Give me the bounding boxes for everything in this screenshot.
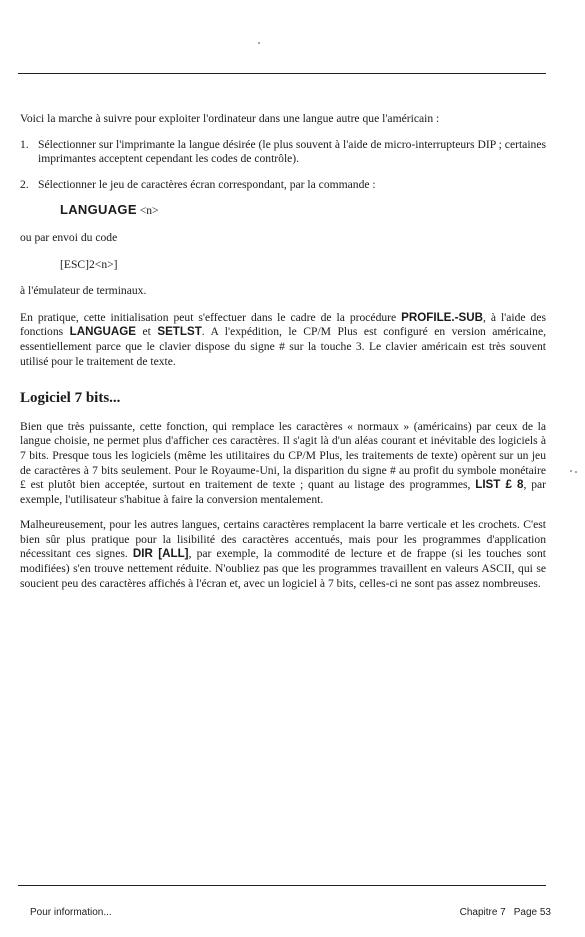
intro-paragraph: Voici la marche à suivre pour exploiter l'ordinateur dans une langue autre que l'américain : xyxy=(20,112,440,125)
footer-left: Pour information... xyxy=(30,907,112,918)
text-run: , par exemple, l'utilisateur s'habitue à faire la conversion mentalement. xyxy=(20,478,546,506)
dir-keyword: DIR [ALL] xyxy=(132,547,189,561)
command-keyword: LANGUAGE xyxy=(60,202,137,218)
page-number: Page 53 xyxy=(513,907,551,918)
list-number: 2. xyxy=(20,177,29,191)
terminal-note: à l'émulateur de terminaux. xyxy=(20,284,147,298)
alt-code-intro: ou par envoi du code xyxy=(20,230,118,244)
list-text: Sélectionner sur l'imprimante la langue désirée (le plus souvent à l'aide de micro-interrupteurs DIP ; certaines imprimantes acceptent cependant les codes de contrôle). xyxy=(38,137,546,166)
text-run: Malheureusement, pour les autres langues, certains caractères remplacent la barre verticale et les crochets. C'est bien sûr plus pratique pour la lisibilité des caractères accentués, mais pour les programmes d'application nécessitant ces signes. xyxy=(20,518,546,561)
list-keyword: LIST £ 8 xyxy=(475,478,524,492)
text-run: et xyxy=(135,325,158,339)
text-run: Bien que très puissante, cette fonction, qui remplace les caractères « normaux » (américains) par ceux de la langue choisie, ne permet plus d'afficher ces caractères. Il s'agit là d'un aléas courant et inévitable des logiciels à 7 bits. Presque tous les logiciels (même les utilitaires du CP/M Plus, les traitements de texte) opèrent sur un jeu de caractères à 7 bits seulement. Pour le Royaume-Uni, la disparition du signe # au profit du symbole monétaire £ est plutôt bien acceptée, surtout en traitement de texte ; quant au listage des programmes, xyxy=(20,419,546,492)
list-item xyxy=(20,178,546,193)
body-paragraph xyxy=(20,420,546,508)
bottom-rule xyxy=(18,885,546,886)
profile-keyword: PROFILE.-SUB xyxy=(401,310,483,324)
escape-code: [ESC]2<n>] xyxy=(60,257,118,271)
section-heading: Logiciel 7 bits... xyxy=(20,390,121,407)
top-rule xyxy=(18,73,546,74)
chapter-label: Chapitre 7 xyxy=(459,907,506,918)
scan-speck xyxy=(570,470,572,472)
page-body xyxy=(20,112,546,602)
list-item xyxy=(20,138,546,167)
scan-speck xyxy=(258,42,260,44)
text-run: , à l'aide des fonctions xyxy=(20,310,546,339)
command-argument: <n> xyxy=(139,204,159,218)
text-run: , par exemple, la commodité de lecture et de frappe (si les touches sont modifiées) s'en trouve nettement réduite. N'oubliez pas que les programmes travaillent en valeurs ASCII, qui se soucient peu des caractères affichés à l'écran et, avec un logiciel à 7 bits, celles-ci ne sont pas assez nombreuses. xyxy=(20,547,547,590)
footer-right xyxy=(452,907,551,918)
setlst-keyword: SETLST xyxy=(157,325,202,339)
scan-speck xyxy=(575,471,577,473)
language-keyword: LANGUAGE xyxy=(69,325,136,339)
body-paragraph xyxy=(20,518,546,591)
command-line xyxy=(60,203,546,219)
text-run: En pratique, cette initialisation peut s'effectuer dans le cadre de la procédure xyxy=(20,310,402,324)
practice-paragraph xyxy=(20,311,546,369)
text-run: . A l'expédition, le CP/M Plus est configuré en version américaine, essentiellement parce que le clavier dispose du signe # sur la touche 3. Le clavier américain est très souvent utilisé pour le traitement de texte. xyxy=(20,325,546,368)
list-text: Sélectionner le jeu de caractères écran correspondant, par la commande : xyxy=(38,177,376,191)
list-number: 1. xyxy=(20,137,29,151)
